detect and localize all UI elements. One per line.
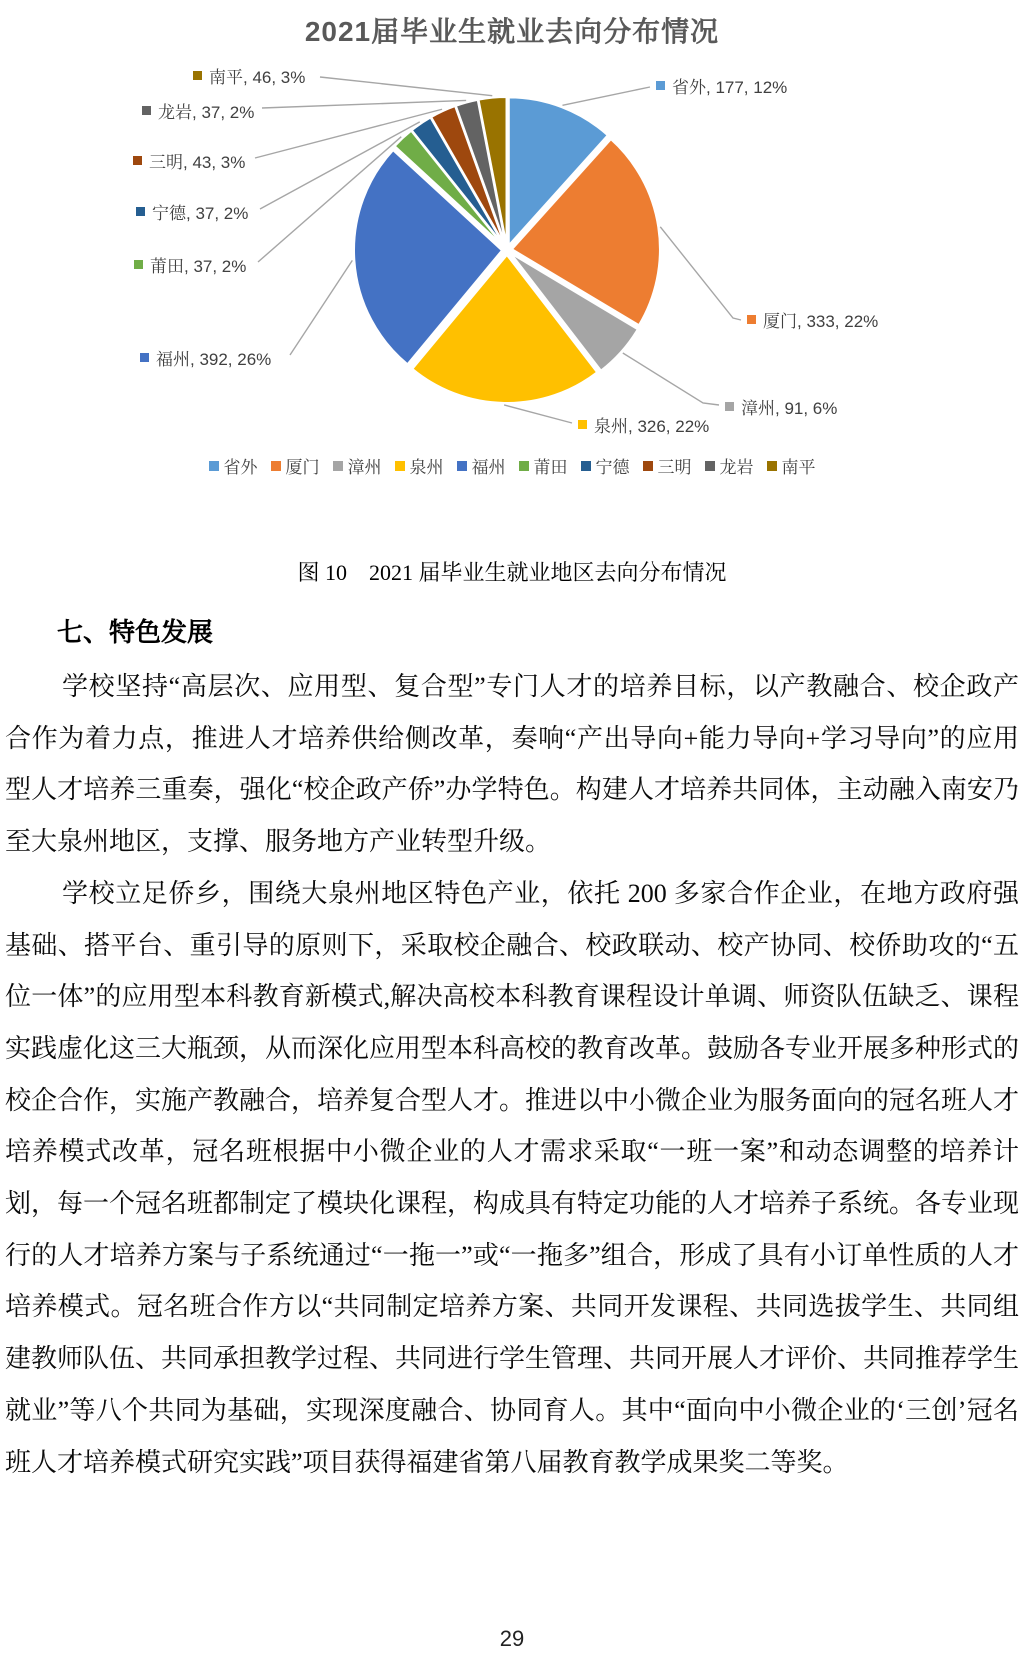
pie-label-福州 [140, 347, 271, 367]
chart-title: 2021届毕业生就业去向分布情况 [304, 16, 720, 47]
legend-label: 泉州 [409, 458, 444, 477]
leader-line-福州 [290, 260, 352, 355]
legend-item-宁德 [581, 453, 630, 478]
legend-label: 三明 [657, 458, 692, 477]
pie-label-泉州 [578, 414, 709, 434]
chart-legend [0, 453, 1024, 478]
figure-caption: 图 10 2021 届毕业生就业地区去向分布情况 [297, 560, 727, 585]
legend-item-厦门 [271, 453, 320, 478]
pie-label-宁德 [136, 201, 248, 221]
legend-marker-icon [519, 461, 529, 471]
pie-label-text: 漳州, 91, 6% [741, 398, 838, 418]
legend-label: 漳州 [347, 458, 382, 477]
legend-item-龙岩 [705, 453, 754, 478]
legend-label: 省外 [223, 458, 258, 477]
legend-item-泉州 [395, 453, 444, 478]
legend-marker-icon [767, 461, 777, 471]
pie-label-text: 三明, 43, 3% [149, 152, 246, 172]
pie-label-三明 [133, 150, 245, 170]
pie-label-text: 宁德, 37, 2% [152, 203, 249, 223]
employment-destination-pie-chart [0, 0, 1024, 482]
series-marker-icon [578, 420, 587, 429]
legend-label: 莆田 [533, 458, 568, 477]
series-marker-icon [656, 81, 665, 90]
page-number: 29 [499, 1626, 525, 1651]
pie-label-厦门 [747, 309, 878, 329]
section-heading: 七、特色发展 [57, 617, 214, 647]
series-marker-icon [142, 106, 151, 115]
legend-marker-icon [209, 461, 219, 471]
legend-label: 宁德 [595, 458, 630, 477]
legend-marker-icon [333, 461, 343, 471]
pie-label-text: 省外, 177, 12% [672, 77, 788, 97]
paragraph: 学校立足侨乡，围绕大泉州地区特色产业，依托 200 多家合作企业，在地方政府强基础、搭平台、重引导的原则下，采取校企融合、校政联动、校产协同、校侨助攻的“五位一体”的应用型本科教育新模式,解决高校本科教育课程设计单调、师资队伍缺乏、课程实践虚化这三大瓶颈，从而深化应用型本科高校的教育改革。鼓励各专业开展多种形式的校企合作，实施产教融合，培养复合型人才。推进以中小微企业为服务面向的冠名班人才培养模式改革，冠名班根据中小微企业的人才需求采取“一班一案”和动态调整的培养计划，每一个冠名班都制定了模块化课程，构成具有特定功能的人才培养子系统。各专业现行的人才培养方案与子系统通过“一拖一”或“一拖多”组合，形成了具有小订单性质的人才培养模式。冠名班合作方以“共同制定培养方案、共同开发课程、共同选拔学生、共同组建教师队伍、共同承担教学过程、共同进行学生管理、共同开展人才评价、共同推荐学生就业”等八个共同为基础，实现深度融合、协同育人。其中“面向中小微企业的‘三创’冠名班人才培养模式研究实践”项目获得福建省第八届教育教学成果奖二等奖。 [5, 878, 1020, 1477]
series-marker-icon [136, 207, 145, 216]
legend-item-福州 [457, 453, 506, 478]
pie-label-省外 [656, 75, 787, 95]
legend-label: 龙岩 [719, 458, 754, 477]
series-marker-icon [134, 260, 143, 269]
series-marker-icon [747, 315, 756, 324]
legend-marker-icon [581, 461, 591, 471]
legend-item-南平 [767, 453, 816, 478]
pie-label-text: 南平, 46, 3% [209, 67, 306, 87]
pie-label-漳州 [725, 396, 837, 416]
legend-marker-icon [643, 461, 653, 471]
leader-line-漳州 [623, 353, 719, 405]
section-body [5, 661, 1019, 1488]
pie-label-南平 [193, 65, 305, 85]
legend-item-莆田 [519, 453, 568, 478]
pie-label-龙岩 [142, 100, 254, 120]
pie-label-text: 厦门, 333, 22% [763, 311, 879, 331]
leader-line-泉州 [504, 405, 572, 423]
pie-label-text: 福州, 392, 26% [156, 349, 272, 369]
legend-marker-icon [705, 461, 715, 471]
legend-marker-icon [395, 461, 405, 471]
legend-item-三明 [643, 453, 692, 478]
series-marker-icon [140, 353, 149, 362]
paragraph: 学校坚持“高层次、应用型、复合型”专门人才的培养目标，以产教融合、校企政产合作为着力点，推进人才培养供给侧改革，奏响“产出导向+能力导向+学习导向”的应用型人才培养三重奏，强化“校企政产侨”办学特色。构建人才培养共同体，主动融入南安乃至大泉州地区，支撑、服务地方产业转型升级。 [5, 672, 1019, 857]
legend-item-漳州 [333, 453, 382, 478]
series-marker-icon [133, 156, 142, 165]
leader-line-龙岩 [262, 100, 466, 108]
legend-item-省外 [209, 453, 258, 478]
legend-label: 南平 [781, 458, 816, 477]
series-marker-icon [725, 402, 734, 411]
leader-line-省外 [562, 87, 650, 105]
legend-marker-icon [271, 461, 281, 471]
leader-line-南平 [320, 77, 492, 96]
pie-label-text: 莆田, 37, 2% [150, 256, 247, 276]
legend-label: 福州 [471, 458, 506, 477]
series-marker-icon [193, 71, 202, 80]
legend-marker-icon [457, 461, 467, 471]
pie-plot-area [0, 0, 1024, 482]
legend-label: 厦门 [285, 458, 320, 477]
pie-label-text: 龙岩, 37, 2% [158, 102, 255, 122]
leader-line-厦门 [660, 227, 741, 320]
pie-label-text: 泉州, 326, 22% [594, 416, 710, 436]
pie-label-莆田 [134, 254, 246, 274]
